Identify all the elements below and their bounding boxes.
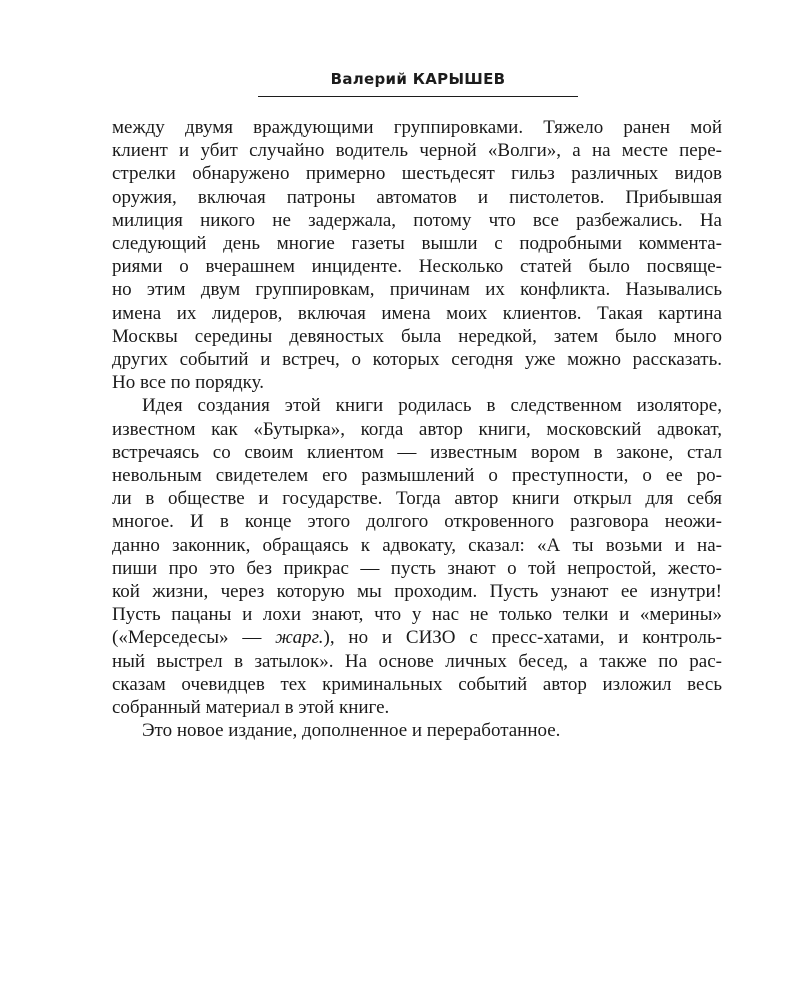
- text-line: следующий день многие газеты вышли с подробными коммента-: [112, 233, 722, 255]
- running-header: Валерий КАРЫШЕВ: [330, 70, 506, 88]
- paragraph-3: [112, 719, 722, 742]
- text-line: оружия, включая патроны автоматов и пистолетов. Прибывшая: [112, 186, 722, 208]
- text-segment: ), но и СИЗО с пресс-хатами, и контроль-: [323, 627, 722, 649]
- text-line: ный выстрел в затылок». На основе личных бесед, а также по рас-: [112, 650, 722, 672]
- text-line: ли в обществе и государстве. Тогда автор книги открыл для себя: [112, 488, 722, 510]
- text-line: многое. И в конце этого долгого откровенного разговора неожи-: [112, 511, 722, 533]
- text-line: Но все по порядку.: [112, 372, 264, 394]
- text-line: милиция никого не задержала, потому что все разбежались. На: [112, 209, 722, 231]
- text-line: невольным свидетелем его размышлений о преступности, о ее ро-: [112, 465, 722, 487]
- text-line: других событий и встреч, о которых сегодня уже можно рассказать.: [112, 349, 722, 371]
- text-line: но этим двум группировкам, причинам их конфликта. Назывались: [112, 279, 722, 301]
- text-line: между двумя враждующими группировками. Тяжело ранен мой: [112, 117, 722, 138]
- text-line: данно законник, обращаясь к адвокату, сказал: «А ты возьми и на-: [112, 534, 722, 556]
- header-rule: [258, 96, 578, 97]
- text-line: встречаясь со своим клиентом — известным вором в законе, стал: [112, 441, 722, 463]
- body-text: [112, 116, 722, 742]
- text-line: собранный материал в этой книге.: [112, 697, 390, 719]
- text-line: кой жизни, через которую мы проходим. Пусть узнают ее изнутри!: [112, 581, 722, 603]
- text-line: клиент и убит случайно водитель черной «Волги», а на месте пере-: [112, 140, 722, 162]
- text-line: имена их лидеров, включая имена моих клиентов. Такая картина: [112, 302, 722, 324]
- text-line-with-italic: [112, 626, 722, 649]
- text-line: риями о вчерашнем инциденте. Несколько статей было посвяще-: [112, 256, 722, 278]
- text-line: известном как «Бутырка», когда автор книги, московский адвокат,: [112, 418, 722, 440]
- text-line: пиши про это без прикрас — пусть знают о той непростой, жесто-: [112, 557, 722, 579]
- text-line: стрелки обнаружено примерно шестьдесят гильз различных видов: [112, 163, 722, 185]
- paragraph-1: [112, 116, 722, 394]
- text-segment: («Мерседесы» —: [112, 627, 276, 649]
- italic-abbreviation: жарг.: [275, 627, 324, 649]
- text-line: Пусть пацаны и лохи знают, что у нас не только телки и «мерины»: [112, 604, 722, 626]
- text-line: Это новое издание, дополненное и переработанное.: [142, 720, 561, 742]
- text-line: Идея создания этой книги родилась в следственном изоляторе,: [142, 395, 722, 417]
- text-line: сказам очевидцев тех криминальных событий автор изложил весь: [112, 673, 722, 695]
- text-line: Москвы середины девяностых была нередкой, затем было много: [112, 325, 722, 347]
- paragraph-2: [112, 394, 722, 719]
